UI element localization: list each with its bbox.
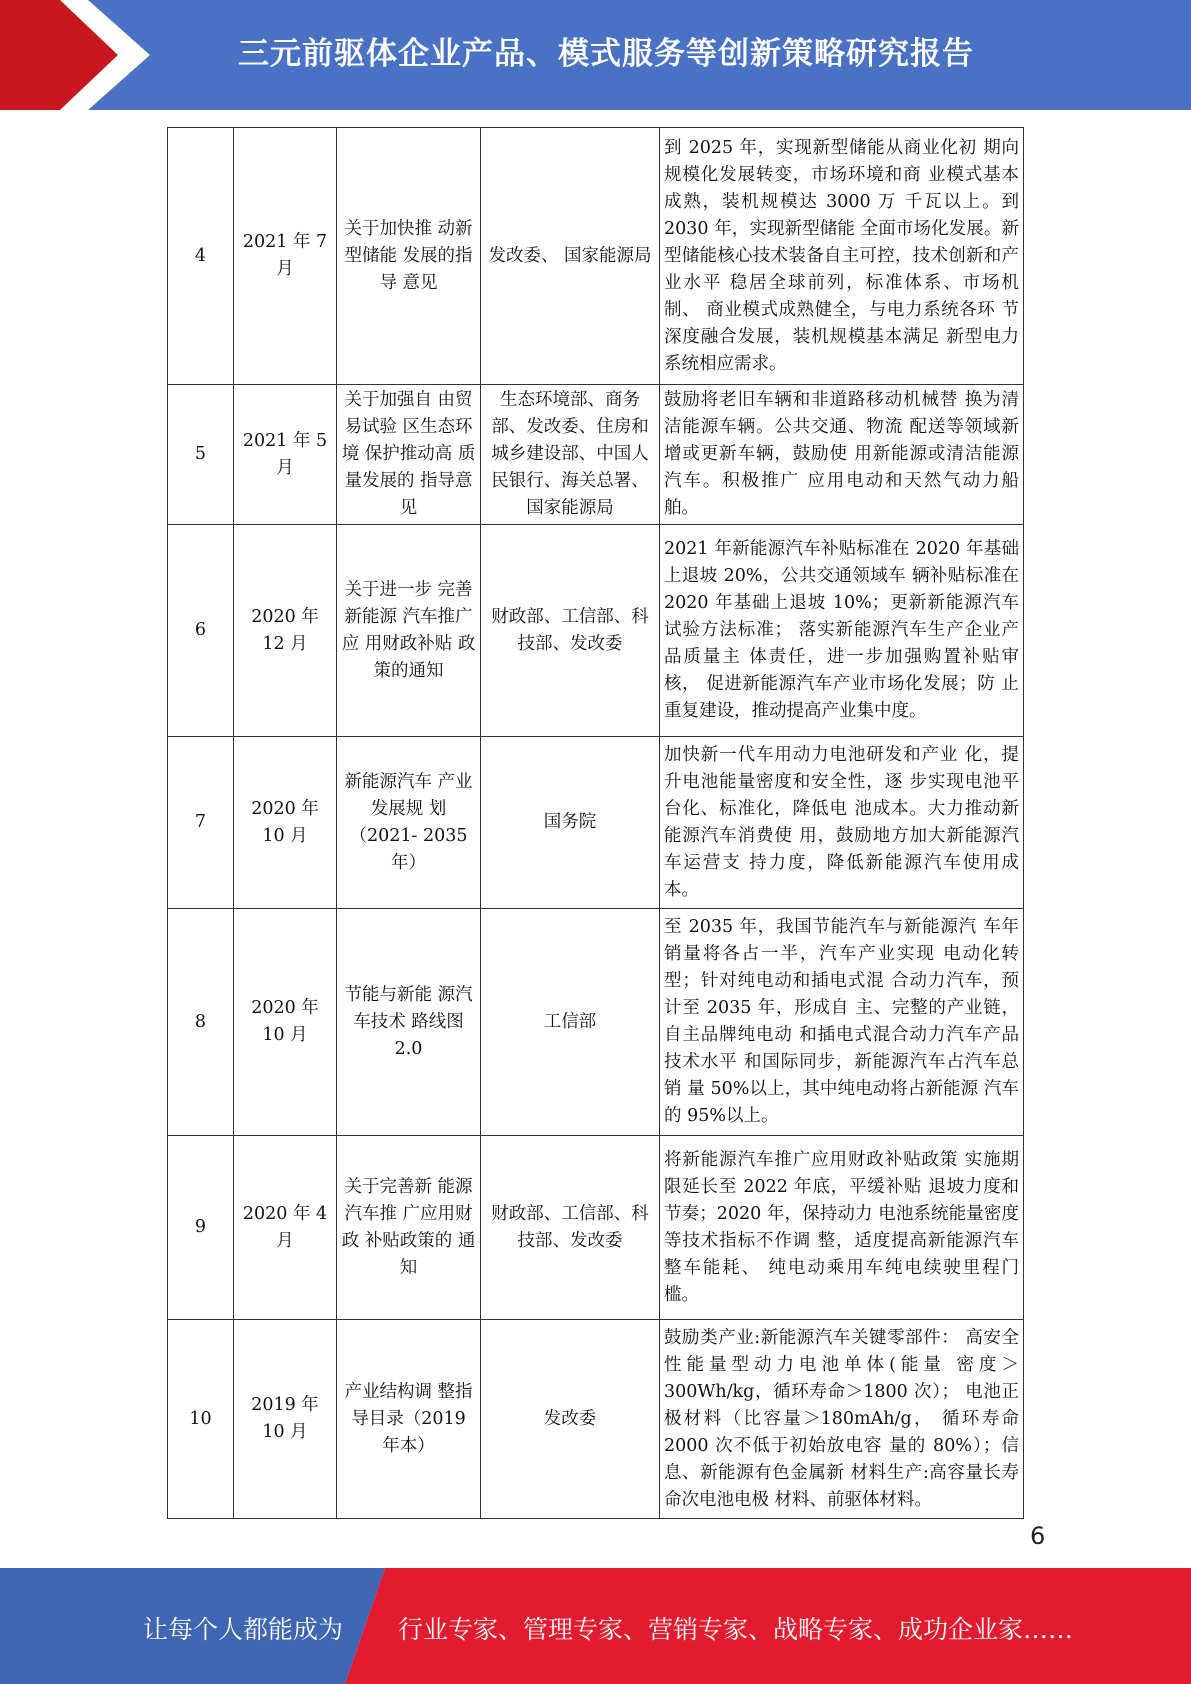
issue-date: 2020 年 12 月 bbox=[234, 525, 337, 737]
table-row bbox=[168, 128, 1024, 385]
row-number: 5 bbox=[168, 385, 234, 525]
policy-content: 2021 年新能源汽车补贴标准在 2020 年基础上退坡 20%，公共交通领域车 辆补贴标准在 2020 年基础上退坡 10%；更新新能源汽车试验方法标准； 落实新能源汽车生产企业产品质量主 体责任，进一步加强购置补贴审核， 促进新能源汽车产业市场化发展；防 止重复建设，推动提高产业集中度。 bbox=[660, 525, 1024, 737]
chevron-decoration-icon bbox=[0, 0, 160, 110]
table-row bbox=[168, 737, 1024, 909]
policy-content: 到 2025 年，实现新型储能从商业化初 期向规模化发展转变，市场环境和商 业模式基本成熟，装机规模达 3000 万 千瓦以上。到 2030 年，实现新型储能 全面市场化发展。新型储能核心技术装备自主可控，技术创新和产业水平 稳居全球前列，标准体系、市场机制、 商业模式成熟健全，与电力系统各环 节深度融合发展，装机规模基本满足 新型电力系统相应需求。 bbox=[660, 128, 1024, 385]
issue-date: 2020 年 10 月 bbox=[234, 737, 337, 909]
issuing-department: 发改委、 国家能源局 bbox=[481, 128, 660, 385]
issuing-department: 生态环境部、商务部、发改委、住房和城乡建设部、中国人民银行、海关总署、国家能源局 bbox=[481, 385, 660, 525]
table-row bbox=[168, 909, 1024, 1136]
policy-name: 关于加强自 由贸易试验 区生态环境 保护推动高 质量发展的 指导意见 bbox=[337, 385, 481, 525]
table-row bbox=[168, 385, 1024, 525]
row-number: 6 bbox=[168, 525, 234, 737]
footer-slogan-right: 行业专家、管理专家、营销专家、战略专家、成功企业家…… bbox=[398, 1615, 1074, 1644]
policy-name: 关于完善新 能源汽车推 广应用财政 补贴政策的 通知 bbox=[337, 1136, 481, 1320]
report-title: 三元前驱体企业产品、模式服务等创新策略研究报告 bbox=[238, 36, 974, 72]
policy-name: 关于加快推 动新型储能 发展的指导 意见 bbox=[337, 128, 481, 385]
issue-date: 2021 年 5 月 bbox=[234, 385, 337, 525]
page-header bbox=[0, 0, 1191, 110]
row-number: 7 bbox=[168, 737, 234, 909]
policy-name: 产业结构调 整指导目录（2019 年本） bbox=[337, 1320, 481, 1519]
issue-date: 2021 年 7 月 bbox=[234, 128, 337, 385]
row-number: 9 bbox=[168, 1136, 234, 1320]
issue-date: 2020 年 10 月 bbox=[234, 909, 337, 1136]
issue-date: 2020 年 4 月 bbox=[234, 1136, 337, 1320]
issuing-department: 国务院 bbox=[481, 737, 660, 909]
policy-content: 加快新一代车用动力电池研发和产业 化，提升电池能量密度和安全性，逐 步实现电池平台化、标准化，降低电 池成本。大力推动新能源汽车消费使 用，鼓励地方加大新能源汽车运营支 持力度，降低新能源汽车使用成本。 bbox=[660, 737, 1024, 909]
issuing-department: 财政部、工信部、科技部、发改委 bbox=[481, 1136, 660, 1320]
issuing-department: 发改委 bbox=[481, 1320, 660, 1519]
issuing-department: 工信部 bbox=[481, 909, 660, 1136]
policy-content: 鼓励类产业:新能源汽车关键零部件： 高安全性能量型动力电池单体(能量 密度＞300Wh/kg，循环寿命＞1800 次）； 电池正极材料（比容量＞180mAh/g， 循环寿命 2000 次不低于初始放电容 量的 80%）；信息、新能源有色金属新 材料生产:高容量长寿命次电池电极 材料、前驱体材料。 bbox=[660, 1320, 1024, 1519]
policy-content: 将新能源汽车推广应用财政补贴政策 实施期限延长至 2022 年底，平缓补贴 退坡力度和节奏；2020 年，保持动力 电池系统能量密度等技术指标不作调 整，适度提高新能源汽车整车能耗、 纯电动乘用车纯电续驶里程门槛。 bbox=[660, 1136, 1024, 1320]
page-number: 6 bbox=[1030, 1522, 1046, 1550]
policy-name: 关于进一步 完善新能源 汽车推广应 用财政补贴 政策的通知 bbox=[337, 525, 481, 737]
policy-content: 鼓励将老旧车辆和非道路移动机械替 换为清洁能源车辆。公共交通、物流 配送等领域新增或更新车辆，鼓励使 用新能源或清洁能源汽车。积极推广 应用电动和天然气动力船舶。 bbox=[660, 385, 1024, 525]
policy-name: 新能源汽车 产业发展规 划（2021- 2035 年） bbox=[337, 737, 481, 909]
footer-slogan-left: 让每个人都能成为 bbox=[143, 1615, 344, 1644]
issue-date: 2019 年 10 月 bbox=[234, 1320, 337, 1519]
issuing-department: 财政部、工信部、科技部、发改委 bbox=[481, 525, 660, 737]
row-number: 4 bbox=[168, 128, 234, 385]
table-row bbox=[168, 525, 1024, 737]
policy-table bbox=[167, 127, 1024, 1519]
row-number: 8 bbox=[168, 909, 234, 1136]
row-number: 10 bbox=[168, 1320, 234, 1519]
policy-name: 节能与新能 源汽车技术 路线图 2.0 bbox=[337, 909, 481, 1136]
table-row bbox=[168, 1136, 1024, 1320]
table-row bbox=[168, 1320, 1024, 1519]
page-footer bbox=[0, 1568, 1191, 1684]
policy-content: 至 2035 年，我国节能汽车与新能源汽 车年销量将各占一半，汽车产业实现 电动化转型；针对纯电动和插电式混 合动力汽车，预计至 2035 年，形成自 主、完整的产业链，自主品牌纯电动 和插电式混合动力汽车产品技术水平 和国际同步，新能源汽车占汽车总销 量 50%以上，其中纯电动将占新能源 汽车的 95%以上。 bbox=[660, 909, 1024, 1136]
